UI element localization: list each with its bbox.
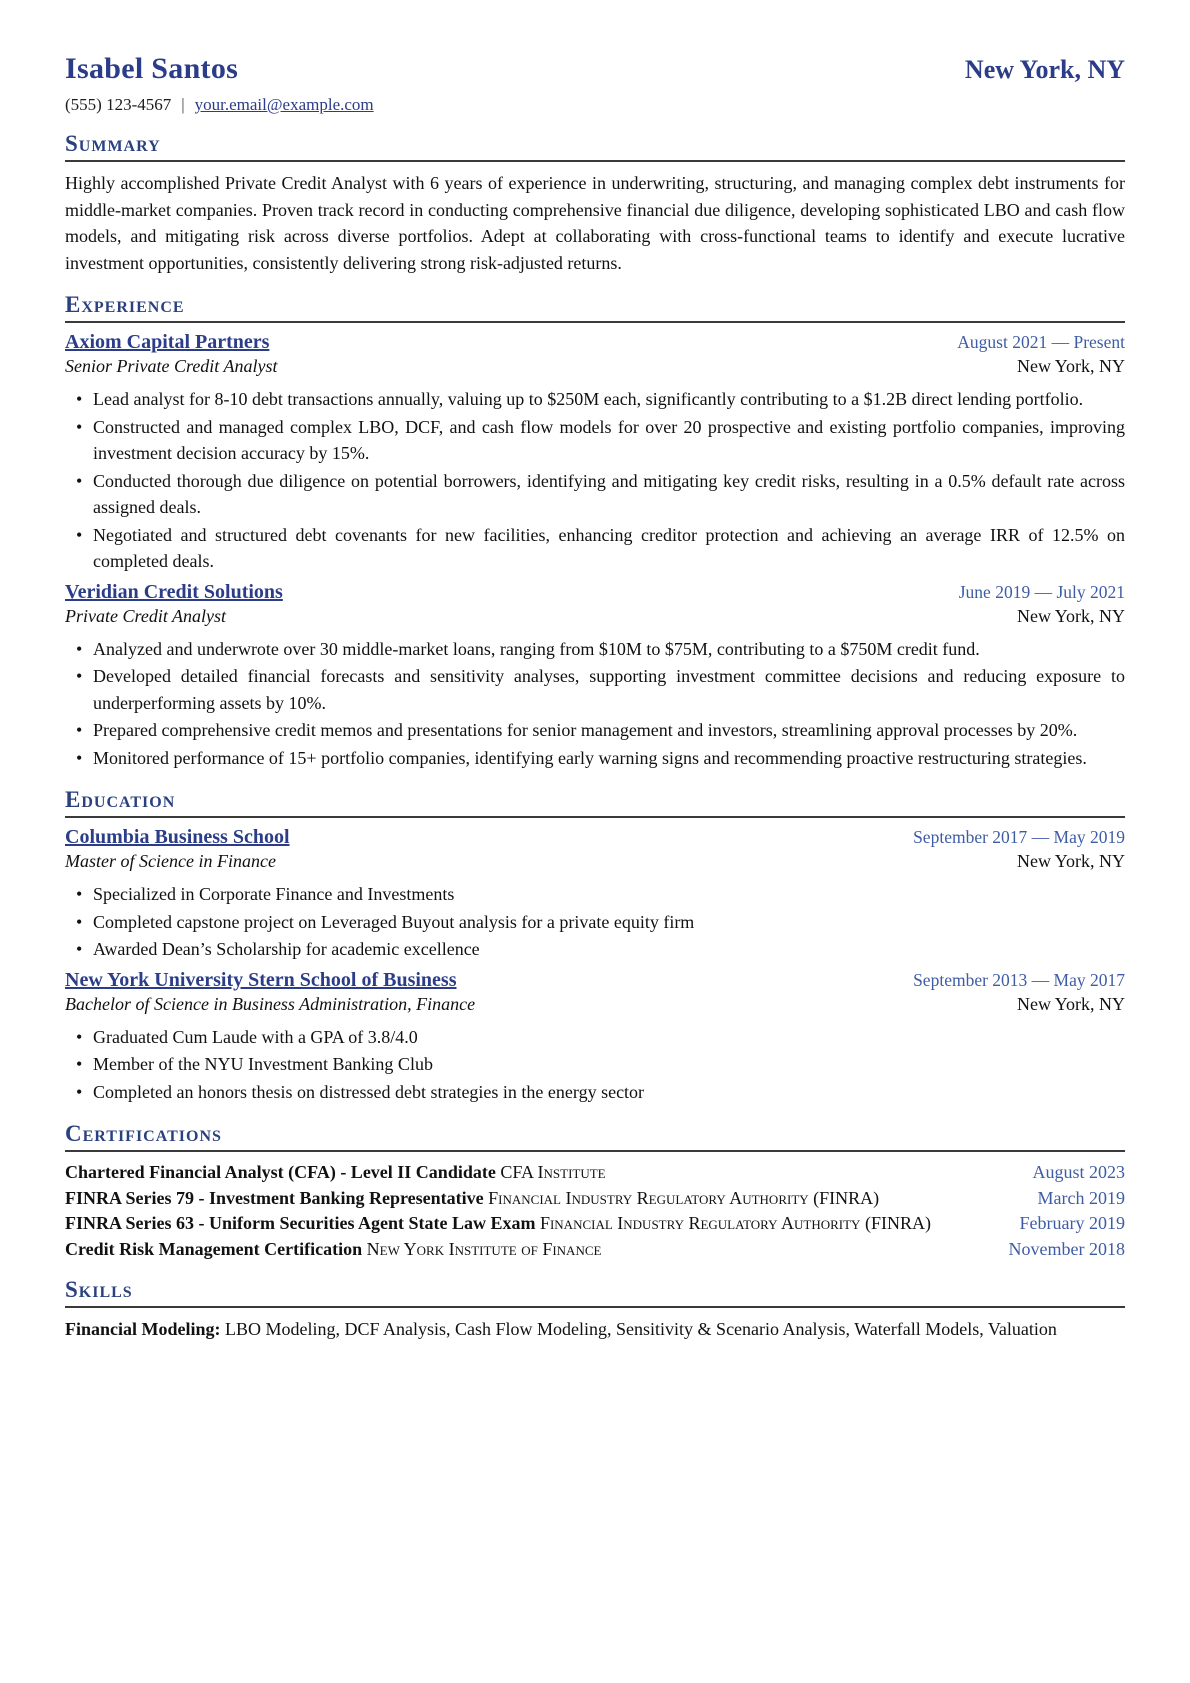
job-bullet-list [65, 386, 1125, 575]
skills-list [65, 1316, 1125, 1343]
summary-text: Highly accomplished Private Credit Analyst with 6 years of experience in underwriting, structuring, and managing complex debt instruments for middle-market companies. Proven track record in conducting comprehensive financial due diligence, developing sophisticated LBO and cash flow models, and mitigating risk across diverse portfolios. Adept at collaborating with cross-functional teams to identify and execute lucrative investment opportunities, consistently delivering strong risk-adjusted returns. [65, 173, 1125, 273]
job-bullet: • Conducted thorough due diligence on potential borrowers, identifying and mitigating key credit risks, resulting in a 0.5% default rate across assigned deals. [65, 468, 1125, 521]
company-link[interactable]: Axiom Capital Partners [65, 331, 270, 353]
job-bullet-list [65, 636, 1125, 772]
section-skills [65, 1277, 1125, 1343]
certification-date: November 2018 [1008, 1238, 1125, 1259]
job-location: New York, NY [1016, 356, 1125, 376]
certification-name: Chartered Financial Analyst (CFA) - Level II Candidate [65, 1162, 496, 1182]
certification-date: March 2019 [1037, 1187, 1125, 1208]
school-header-row [65, 826, 1125, 849]
job-bullet: • Monitored performance of 15+ portfolio companies, identifying early warning signs and recommending proactive restructuring strategies. [65, 745, 1125, 772]
job-dates: June 2019 — July 2021 [958, 581, 1125, 602]
section-education [65, 787, 1125, 1105]
email-link[interactable]: your.email@example.com [194, 95, 374, 114]
certification-date: February 2019 [1019, 1213, 1125, 1233]
experience-list [65, 331, 1125, 771]
summary-heading: Summary [65, 131, 1125, 162]
school-link[interactable]: Columbia Business School [65, 826, 290, 848]
school-bullet: • Graduated Cum Laude with a GPA of 3.8/4.0 [65, 1024, 1125, 1051]
certifications-heading: Certifications [65, 1121, 1125, 1152]
certification-item [65, 1237, 1125, 1262]
school-bullet: • Member of the NYU Investment Banking Club [65, 1051, 1125, 1078]
contact-separator: | [181, 95, 185, 114]
skill-category: Financial Modeling: [65, 1319, 221, 1339]
skills-heading: Skills [65, 1277, 1125, 1308]
contact-line [65, 95, 1125, 115]
phone-number: (555) 123-4567 [65, 95, 172, 114]
school-bullet-list [65, 881, 1125, 963]
skill-line [65, 1316, 1125, 1343]
school-subheader-row [65, 992, 1125, 1015]
certification-org: CFA Institute [500, 1162, 606, 1182]
certification-org: Financial Industry Regulatory Authority (FINRA) [488, 1187, 880, 1208]
experience-heading: Experience [65, 292, 1125, 323]
certification-name: FINRA Series 79 - Investment Banking Representative [65, 1187, 484, 1208]
school-bullet: • Specialized in Corporate Finance and Investments [65, 881, 1125, 908]
school-link[interactable]: New York University Stern School of Business [65, 968, 457, 991]
job-location: New York, NY [1016, 605, 1125, 626]
certifications-list [65, 1160, 1125, 1261]
certification-name: Credit Risk Management Certification [65, 1238, 363, 1259]
header-location: New York, NY [964, 55, 1125, 84]
school-entry [65, 969, 1125, 1106]
certification-org: New York Institute of Finance [366, 1238, 602, 1259]
school-dates: September 2013 — May 2017 [913, 969, 1125, 990]
education-heading: Education [65, 787, 1125, 818]
school-dates: September 2017 — May 2019 [913, 827, 1125, 847]
certification-item [65, 1186, 1125, 1211]
school-location: New York, NY [1016, 851, 1125, 871]
school-bullet: • Completed an honors thesis on distressed debt strategies in the energy sector [65, 1079, 1125, 1106]
school-entry [65, 826, 1125, 963]
job-bullet: • Prepared comprehensive credit memos and presentations for senior management and investors, streamlining approval processes by 20%. [65, 717, 1125, 744]
school-location: New York, NY [1016, 993, 1125, 1014]
school-subheader-row [65, 849, 1125, 872]
school-bullet: • Completed capstone project on Leveraged Buyout analysis for a private equity firm [65, 909, 1125, 936]
skill-values: LBO Modeling, DCF Analysis, Cash Flow Modeling, Sensitivity & Scenario Analysis, Waterfall Models, Valuation [225, 1319, 1057, 1339]
job-bullet: • Negotiated and structured debt covenants for new facilities, enhancing creditor protection and achieving an average IRR of 12.5% on completed deals. [65, 522, 1125, 575]
education-list [65, 826, 1125, 1105]
section-certifications [65, 1121, 1125, 1261]
job-dates: August 2021 — Present [957, 332, 1125, 352]
certification-item [65, 1160, 1125, 1185]
company-link[interactable]: Veridian Credit Solutions [65, 580, 283, 603]
job-title: Private Credit Analyst [65, 605, 226, 626]
job-entry [65, 331, 1125, 575]
candidate-name: Isabel Santos [65, 52, 239, 85]
job-bullet: • Analyzed and underwrote over 30 middle-market loans, ranging from $10M to $75M, contributing to a $750M credit fund. [65, 636, 1125, 663]
school-bullet: • Awarded Dean’s Scholarship for academic excellence [65, 936, 1125, 963]
job-subheader-row [65, 604, 1125, 627]
school-header-row [65, 969, 1125, 992]
degree: Master of Science in Finance [65, 851, 276, 871]
job-bullet: • Lead analyst for 8-10 debt transactions annually, valuing up to $250M each, significantly contributing to a $1.2B direct lending portfolio. [65, 386, 1125, 413]
job-bullet: • Constructed and managed complex LBO, DCF, and cash flow models for over 20 prospective and existing portfolio companies, improving investment decision accuracy by 15%. [65, 414, 1125, 467]
job-header-row [65, 331, 1125, 354]
section-summary [65, 131, 1125, 276]
job-entry [65, 581, 1125, 772]
job-header-row [65, 581, 1125, 604]
header [65, 52, 1125, 86]
school-bullet-list [65, 1024, 1125, 1106]
job-subheader-row [65, 354, 1125, 377]
job-title: Senior Private Credit Analyst [65, 356, 278, 376]
certification-item [65, 1211, 1125, 1236]
certification-name: FINRA Series 63 - Uniform Securities Agent State Law Exam [65, 1213, 536, 1233]
certification-date: August 2023 [1032, 1162, 1125, 1182]
certification-org: Financial Industry Regulatory Authority (FINRA) [539, 1213, 931, 1233]
job-bullet: • Developed detailed financial forecasts and sensitivity analyses, supporting investment committee decisions and reducing exposure to underperforming assets by 10%. [65, 663, 1125, 716]
degree: Bachelor of Science in Business Administration, Finance [65, 993, 476, 1014]
section-experience [65, 292, 1125, 771]
